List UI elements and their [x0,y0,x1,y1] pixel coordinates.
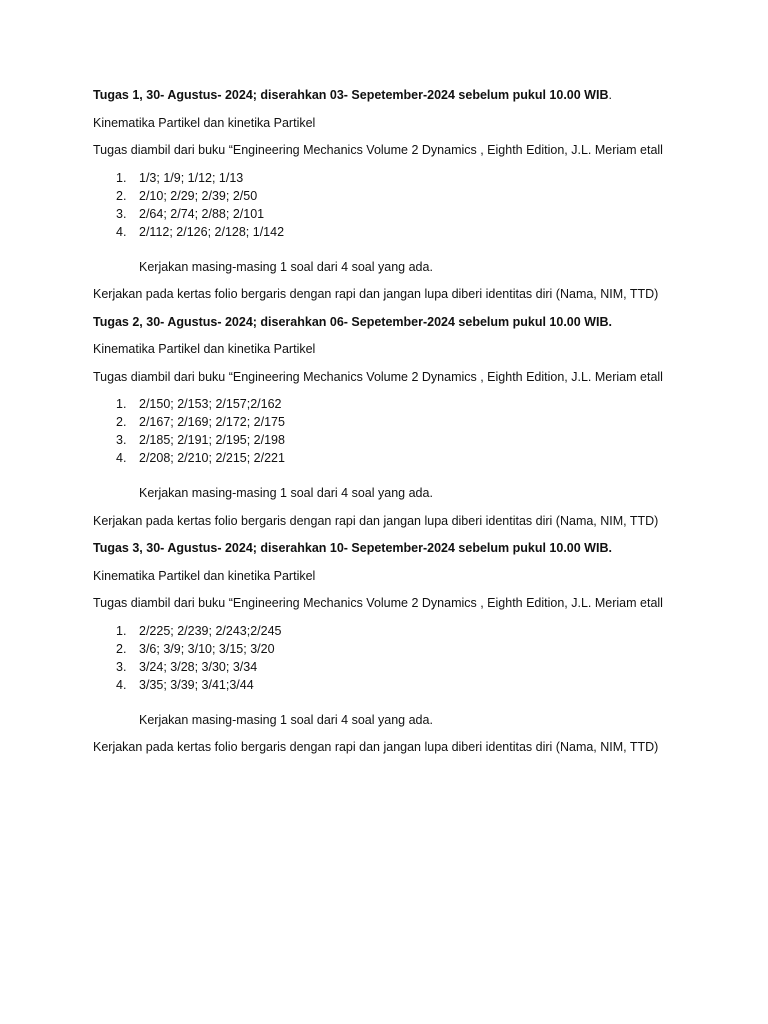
list-item: 3. 2/185; 2/191; 2/195; 2/198 [116,433,285,447]
task-section-3 [93,540,665,757]
task-heading: Tugas 2, 30- Agustus- 2024; diserahkan 06- Sepetember-2024 sebelum pukul 10.00 WIB. [93,314,612,329]
problem-list [93,623,665,695]
list-item: 4. 3/35; 3/39; 3/41;3/44 [116,677,254,692]
list-item: 3. 2/64; 2/74; 2/88; 2/101 [116,206,265,221]
list-item: 4. 2/112; 2/126; 2/128; 1/142 [116,224,285,239]
list-item: 2. 2/167; 2/169; 2/172; 2/175 [116,415,285,429]
list-item: 2. 2/10; 2/29; 2/39; 2/50 [116,188,258,203]
task-source: Tugas diambil dari buku “Engineering Mechanics Volume 2 Dynamics , Eighth Edition, J.L. Meriam etall [93,143,663,157]
problem-list [93,170,665,242]
task-topic: Kinematika Partikel dan kinetika Partikel [93,342,316,356]
problem-list [93,396,665,468]
task-source: Tugas diambil dari buku “Engineering Mechanics Volume 2 Dynamics , Eighth Edition, J.L. Meriam etall [93,596,663,610]
list-item: 1. 2/150; 2/153; 2/157;2/162 [116,397,282,411]
task-section-2 [93,314,665,531]
list-item: 1. 1/3; 1/9; 1/12; 1/13 [116,170,244,185]
task-source: Tugas diambil dari buku “Engineering Mechanics Volume 2 Dynamics , Eighth Edition, J.L. Meriam etall [93,369,663,384]
task-topic: Kinematika Partikel dan kinetika Partikel [93,568,316,583]
document-page [93,87,665,767]
list-item: 1. 2/225; 2/239; 2/243;2/245 [116,623,282,638]
task-topic: Kinematika Partikel dan kinetika Partikel [93,115,316,130]
task-section-1 [93,87,665,304]
task-instruction: Kerjakan masing-masing 1 soal dari 4 soal yang ada. [139,259,433,274]
task-note: Kerjakan pada kertas folio bergaris dengan rapi dan jangan lupa diberi identitas diri (Nama, NIM, TTD) [93,740,659,754]
task-instruction: Kerjakan masing-masing 1 soal dari 4 soal yang ada. [139,712,433,727]
task-instruction: Kerjakan masing-masing 1 soal dari 4 soal yang ada. [139,486,433,500]
list-item: 4. 2/208; 2/210; 2/215; 2/221 [116,451,285,465]
list-item: 2. 3/6; 3/9; 3/10; 3/15; 3/20 [116,641,275,656]
task-heading: Tugas 1, 30- Agustus- 2024; diserahkan 03- Sepetember-2024 sebelum pukul 10.00 WIB. [93,88,612,102]
task-note: Kerjakan pada kertas folio bergaris dengan rapi dan jangan lupa diberi identitas diri (Nama, NIM, TTD) [93,287,659,301]
task-note: Kerjakan pada kertas folio bergaris dengan rapi dan jangan lupa diberi identitas diri (Nama, NIM, TTD) [93,513,659,528]
task-heading: Tugas 3, 30- Agustus- 2024; diserahkan 10- Sepetember-2024 sebelum pukul 10.00 WIB. [93,541,612,555]
list-item: 3. 3/24; 3/28; 3/30; 3/34 [116,659,258,674]
